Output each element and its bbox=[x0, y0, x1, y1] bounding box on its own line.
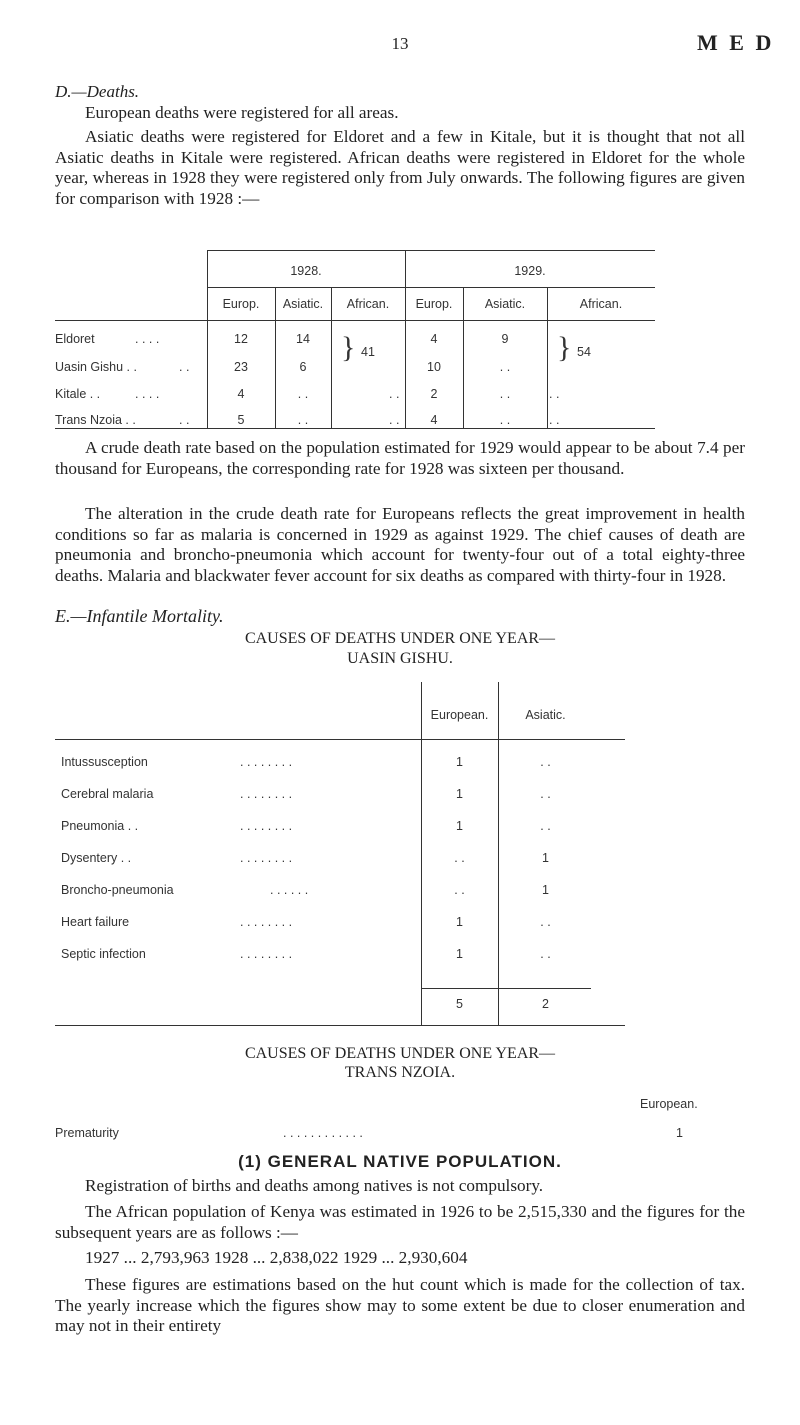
page-number: 13 bbox=[391, 34, 409, 53]
cell: . . bbox=[297, 387, 309, 401]
col-header: Asiatic. bbox=[282, 297, 324, 311]
cell: 1 bbox=[542, 851, 549, 865]
section-e-title: E.—Infantile Mortality. bbox=[55, 606, 224, 626]
cell: . . bbox=[499, 413, 511, 427]
cell: 23 bbox=[234, 360, 248, 374]
trans-row-value: 1 bbox=[676, 1126, 683, 1140]
cell: . . bbox=[549, 413, 560, 427]
cell: 1 bbox=[456, 819, 463, 833]
col-header-european: European. bbox=[430, 708, 489, 722]
cell: 5 bbox=[237, 413, 245, 427]
caption-trans-line1: CAUSES OF DEATHS UNDER ONE YEAR— bbox=[244, 1045, 556, 1062]
paragraph-death-rate: A crude death rate based on the population estimated for 1929 would appear to be about 7.4 per thousand for Europeans, the corresponding rate for 1928 was sixteen per thousand. bbox=[55, 438, 745, 478]
row-label: Dysentery . . bbox=[61, 851, 132, 865]
cell: . . bbox=[454, 883, 465, 897]
col-header-asiatic: Asiatic. bbox=[525, 708, 566, 722]
row-leader: . . . . . . . . bbox=[240, 915, 293, 929]
section-d-title: D.—Deaths. bbox=[55, 82, 140, 101]
cell: 1 bbox=[456, 755, 463, 769]
cell: 4 bbox=[237, 387, 245, 401]
col-header: African. bbox=[346, 297, 390, 311]
cell: . . bbox=[540, 915, 551, 929]
caption-uasin-line2: UASIN GISHU. bbox=[347, 650, 453, 667]
row-label: Trans Nzoia . . bbox=[55, 413, 136, 427]
col-header: Europ. bbox=[415, 297, 453, 311]
cell: 4 bbox=[430, 413, 438, 427]
row-label: Kitale . . bbox=[55, 387, 101, 401]
cell: 2 bbox=[430, 387, 438, 401]
section-d-paragraph-1: European deaths were registered for all areas. bbox=[85, 103, 399, 122]
page-header: M E D bbox=[697, 30, 775, 55]
infant-mortality-table bbox=[55, 682, 625, 1027]
trans-row-label: Prematurity bbox=[55, 1126, 119, 1140]
row-leader: . . . . . . bbox=[270, 883, 309, 897]
row-label: Uasin Gishu . . bbox=[55, 360, 137, 374]
cell: . . bbox=[540, 819, 551, 833]
paragraph-alteration: The alteration in the crude death rate for Europeans reflects the great improvement in health conditions so far as malaria is concerned in 1929 as against 1929. The chief causes of death are pneumonia and broncho-pneumonia which account for twenty-four out of a total eighty-three deaths. Malaria and blackwater fever account for six deaths as compared with thirty-four in 1928. bbox=[55, 504, 745, 585]
cell: 9 bbox=[501, 332, 509, 346]
row-leader: . . . . . . . . bbox=[240, 755, 293, 769]
native-population-figures: 1927 ... 2,793,963 1928 ... 2,838,022 1929 ... 2,930,604 bbox=[85, 1248, 468, 1267]
native-paragraph-2: The African population of Kenya was estimated in 1926 to be 2,515,330 and the figures for the subsequent years are as follows :— bbox=[55, 1202, 745, 1242]
cell: 6 bbox=[299, 360, 307, 374]
row-leader: . . . . . . . . bbox=[240, 947, 293, 961]
row-label: Septic infection bbox=[61, 947, 146, 961]
caption-trans-line2: TRANS NZOIA. bbox=[344, 1064, 456, 1081]
total-asiatic: 2 bbox=[542, 997, 549, 1011]
native-paragraph-3: These figures are estimations based on the hut count which is made for the collection of tax. The yearly increase which the figures show may to some extent be due to closer enumeration and may not in their entirety bbox=[55, 1275, 745, 1335]
cell: . . bbox=[540, 947, 551, 961]
cell: 1 bbox=[456, 915, 463, 929]
row-leader: . . bbox=[179, 413, 190, 427]
row-label: Broncho-pneumonia bbox=[61, 883, 174, 897]
cell: . . bbox=[499, 360, 511, 374]
col-header: Europ. bbox=[222, 297, 260, 311]
deaths-table bbox=[55, 250, 655, 430]
row-label: Pneumonia . . bbox=[61, 819, 139, 833]
year-1929-header: 1929. bbox=[514, 264, 546, 278]
row-label: Eldoret bbox=[55, 332, 95, 346]
cell: . . bbox=[540, 755, 551, 769]
row-leader: . . . . bbox=[135, 332, 160, 346]
row-leader: . . bbox=[179, 360, 190, 374]
row-leader: . . . . . . . . bbox=[240, 851, 293, 865]
cell: 4 bbox=[430, 332, 438, 346]
cell: . . bbox=[389, 387, 400, 401]
cell: . . bbox=[499, 387, 511, 401]
row-label: Heart failure bbox=[61, 915, 130, 929]
cell: . . bbox=[389, 413, 400, 427]
cell: 1 bbox=[456, 947, 463, 961]
cell: 10 bbox=[427, 360, 441, 374]
year-1928-header: 1928. bbox=[290, 264, 322, 278]
caption-uasin-line1: CAUSES OF DEATHS UNDER ONE YEAR— bbox=[244, 630, 556, 647]
total-european: 5 bbox=[456, 997, 463, 1011]
row-leader: . . . . . . . . bbox=[240, 787, 293, 801]
cell: . . bbox=[540, 787, 551, 801]
row-leader: . . . . . . . . bbox=[240, 819, 293, 833]
cell: 1 bbox=[456, 787, 463, 801]
row-label: Cerebral malaria bbox=[61, 787, 154, 801]
brace-1928: } bbox=[341, 331, 356, 364]
row-leader: . . . . bbox=[135, 387, 160, 401]
col-header: African. bbox=[579, 297, 623, 311]
brace-1929: } bbox=[557, 331, 572, 364]
row-label: Intussusception bbox=[61, 755, 148, 769]
trans-row-leader: . . . . . . . . . . . . bbox=[283, 1126, 363, 1140]
trans-col-header: European. bbox=[640, 1097, 698, 1111]
african-1929-combined: 54 bbox=[577, 345, 591, 359]
cell: . . bbox=[549, 387, 560, 401]
cell: 1 bbox=[542, 883, 549, 897]
cell: 12 bbox=[234, 332, 248, 346]
cell: . . bbox=[454, 851, 465, 865]
col-header: Asiatic. bbox=[484, 297, 526, 311]
section-d-paragraph-2: Asiatic deaths were registered for Eldoret and a few in Kitale, but it is thought that not all Asiatic deaths in Kitale were registered. African deaths were registered in Eldoret for the whole year, whereas in 1928 they were registered only from July onwards. The following figures are given for comparison with 1928 :— bbox=[55, 127, 745, 208]
african-1928-combined: 41 bbox=[361, 345, 375, 359]
native-paragraph-1: Registration of births and deaths among natives is not compulsory. bbox=[85, 1176, 544, 1195]
cell: . . bbox=[297, 413, 309, 427]
cell: 14 bbox=[296, 332, 310, 346]
native-population-heading: (1) GENERAL NATIVE POPULATION. bbox=[238, 1152, 562, 1171]
